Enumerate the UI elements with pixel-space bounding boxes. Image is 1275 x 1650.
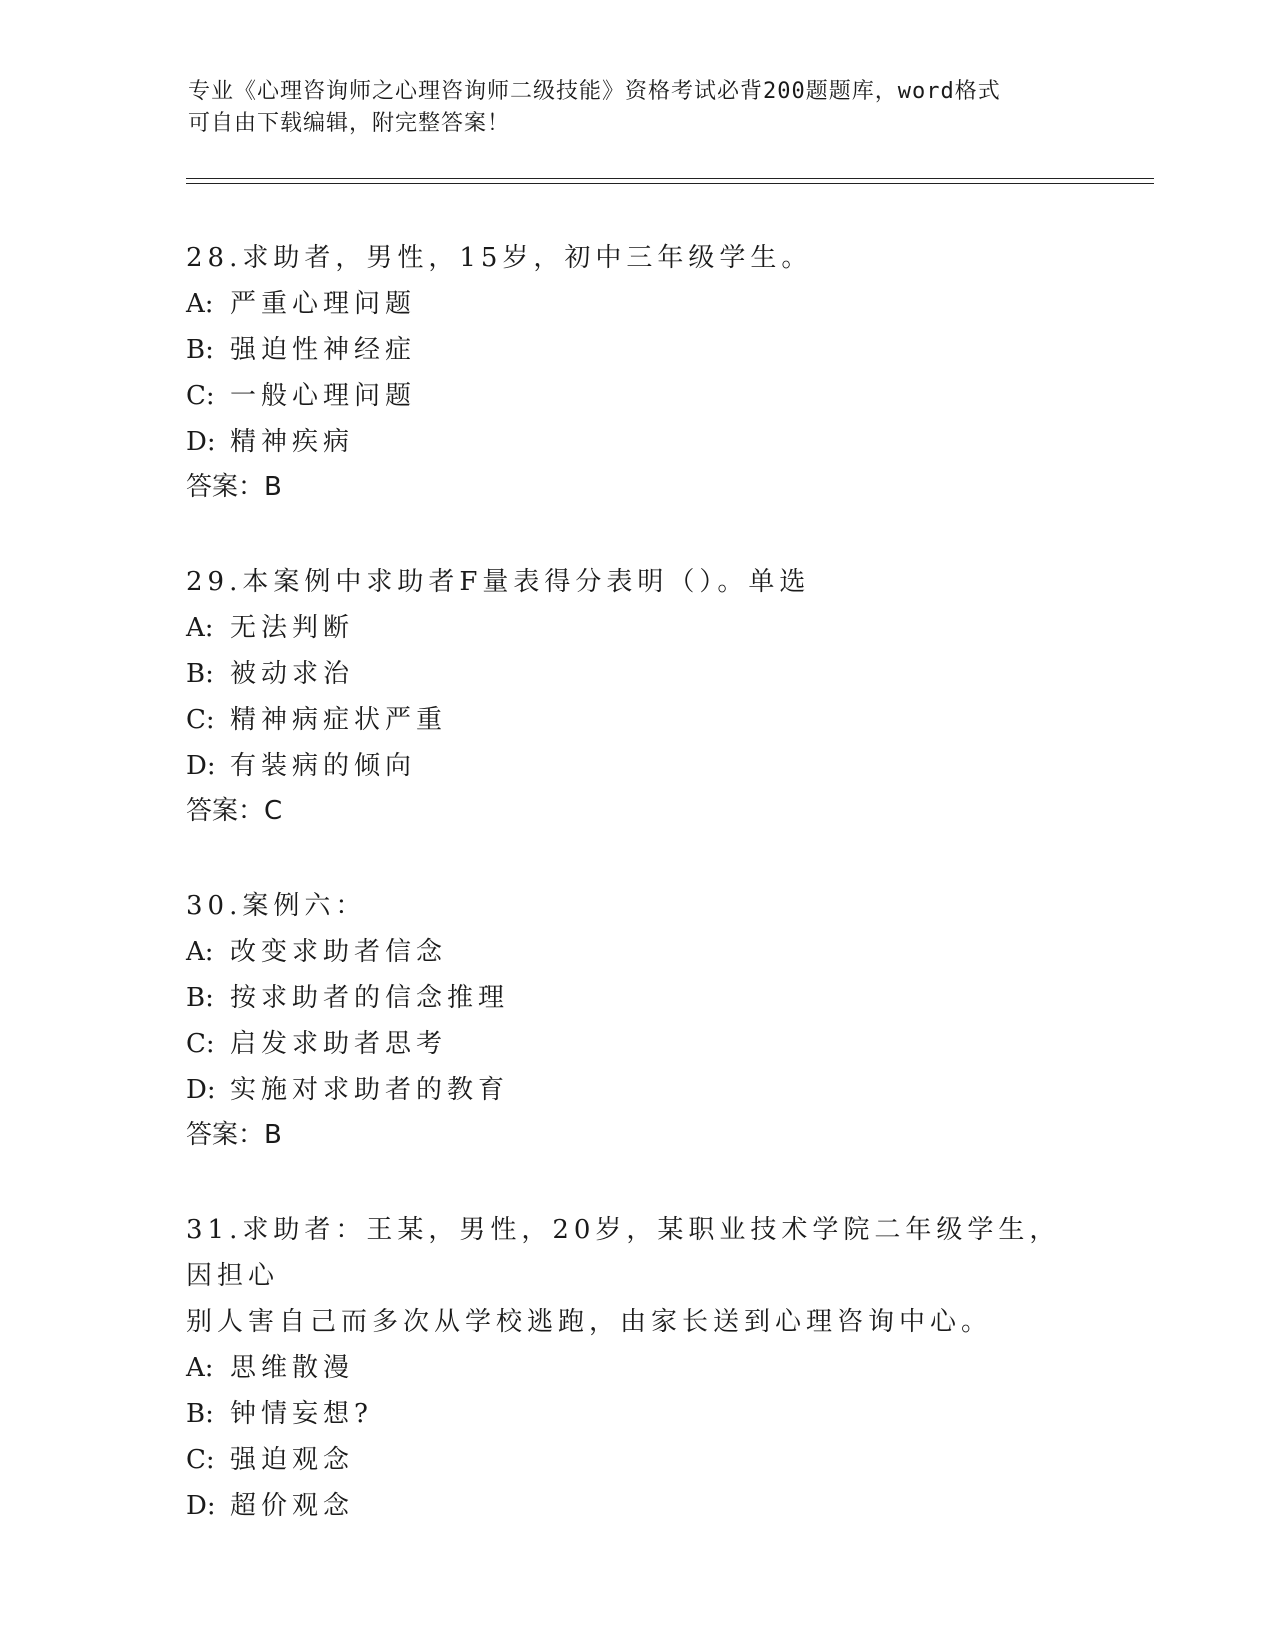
question-stem-continued: 别人害自己而多次从学校逃跑，由家长送到心理咨询中心。: [186, 1307, 993, 1337]
answer-line: 答案：C: [186, 796, 283, 826]
option-letter: B:: [186, 659, 214, 689]
option-text: 精神病症状严重: [230, 705, 448, 735]
option-letter: A:: [186, 289, 214, 319]
option-letter: B:: [186, 983, 214, 1013]
question-stem: 29.本案例中求助者F量表得分表明（）。单选: [186, 567, 811, 597]
option-text: 思维散漫: [230, 1353, 355, 1383]
question-28: [186, 235, 1086, 509]
option-text: 强迫性神经症: [230, 335, 417, 365]
option-letter: D:: [186, 1075, 216, 1105]
option-text: 实施对求助者的教育: [230, 1075, 510, 1105]
option-c: [186, 1021, 1086, 1067]
option-text: 超价观念: [230, 1491, 355, 1521]
option-text: 无法判断: [230, 613, 355, 643]
document-header: [188, 76, 1088, 140]
option-letter: C:: [186, 705, 215, 735]
question-31: [186, 1207, 1086, 1529]
option-b: [186, 651, 1086, 697]
option-text: 启发求助者思考: [230, 1029, 448, 1059]
question-stem: 31.求助者：王某，男性，20岁，某职业技术学院二年级学生，因担心: [186, 1215, 1061, 1291]
option-d: [186, 743, 1086, 789]
option-b: [186, 975, 1086, 1021]
option-text: 精神疾病: [230, 427, 355, 457]
option-c: [186, 697, 1086, 743]
option-text: 强迫观念: [230, 1445, 355, 1475]
option-a: [186, 605, 1086, 651]
option-letter: D:: [186, 1491, 216, 1521]
option-d: [186, 1483, 1086, 1529]
option-text: 改变求助者信念: [230, 937, 448, 967]
header-line-2: 可自由下载编辑，附完整答案！: [188, 111, 511, 136]
option-letter: A:: [186, 1353, 214, 1383]
option-letter: B:: [186, 335, 214, 365]
option-letter: D:: [186, 751, 216, 781]
question-stem: 28.求助者，男性，15岁，初中三年级学生。: [186, 243, 813, 273]
option-a: [186, 929, 1086, 975]
option-a: [186, 1345, 1086, 1391]
option-a: [186, 281, 1086, 327]
option-letter: C:: [186, 381, 215, 411]
option-letter: C:: [186, 1029, 215, 1059]
option-b: [186, 1391, 1086, 1437]
header-divider-bottom: [186, 183, 1154, 184]
answer-line: 答案：B: [186, 472, 282, 502]
option-letter: A:: [186, 937, 214, 967]
option-letter: D:: [186, 427, 216, 457]
option-b: [186, 327, 1086, 373]
option-letter: C:: [186, 1445, 215, 1475]
question-30: [186, 883, 1086, 1157]
answer-line: 答案：B: [186, 1120, 282, 1150]
option-text: 按求助者的信念推理: [230, 983, 510, 1013]
option-text: 严重心理问题: [230, 289, 417, 319]
header-line-1: 专业《心理咨询师之心理咨询师二级技能》资格考试必背200题题库，word格式: [188, 79, 1001, 104]
option-text: 钟情妄想?: [230, 1399, 373, 1429]
question-29: [186, 559, 1086, 833]
option-letter: A:: [186, 613, 214, 643]
option-c: [186, 1437, 1086, 1483]
question-stem: 30.案例六：: [186, 891, 367, 921]
header-divider-top: [186, 178, 1154, 179]
option-text: 被动求治: [230, 659, 355, 689]
option-d: [186, 419, 1086, 465]
question-list: [186, 235, 1086, 1579]
option-c: [186, 373, 1086, 419]
option-text: 一般心理问题: [230, 381, 417, 411]
option-text: 有装病的倾向: [230, 751, 417, 781]
option-d: [186, 1067, 1086, 1113]
option-letter: B:: [186, 1399, 214, 1429]
